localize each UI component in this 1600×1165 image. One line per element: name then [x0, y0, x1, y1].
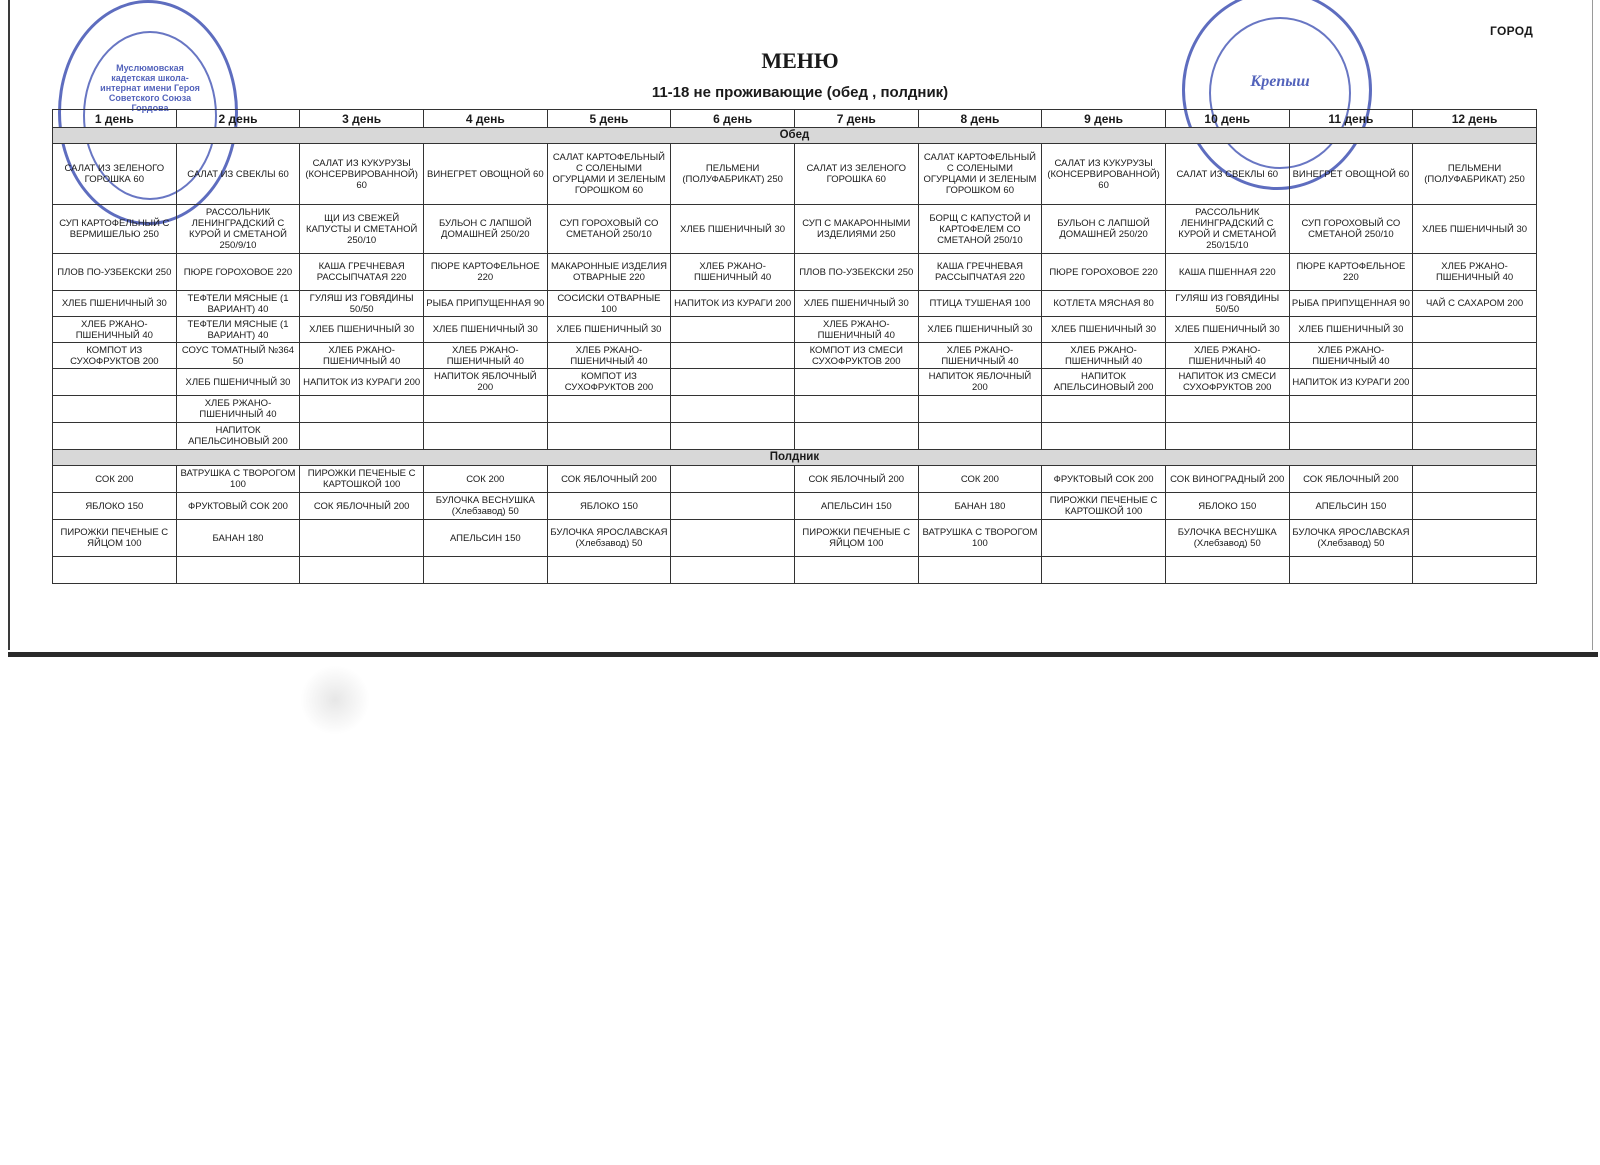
menu-cell: ЯБЛОКО 150: [547, 493, 671, 520]
menu-cell: СОК ЯБЛОЧНЫЙ 200: [547, 466, 671, 493]
table-row: [53, 423, 1537, 450]
menu-cell: [671, 396, 795, 423]
menu-cell: ПЛОВ ПО-УЗБЕКСКИ 250: [794, 254, 918, 291]
menu-cell: [300, 423, 424, 450]
menu-cell: КАША ПШЕННАЯ 220: [1165, 254, 1289, 291]
page-subtitle: 11-18 не проживающие (обед , полдник): [651, 84, 949, 101]
menu-cell: [1413, 557, 1537, 584]
menu-cell: [53, 369, 177, 396]
table-row: [53, 144, 1537, 205]
table-row: [53, 205, 1537, 254]
menu-cell: СОК 200: [423, 466, 547, 493]
menu-cell: БУЛОЧКА ВЕСНУШКА (Хлебзавод) 50: [1165, 520, 1289, 557]
menu-cell: НАПИТОК ЯБЛОЧНЫЙ 200: [918, 369, 1042, 396]
menu-cell: ХЛЕБ РЖАНО-ПШЕНИЧНЫЙ 40: [1042, 343, 1166, 369]
day-header-5: 5 день: [547, 110, 671, 128]
menu-cell: МАКАРОННЫЕ ИЗДЕЛИЯ ОТВАРНЫЕ 220: [547, 254, 671, 291]
menu-cell: САЛАТ ИЗ ЗЕЛЕНОГО ГОРОШКА 60: [794, 144, 918, 205]
menu-cell: [918, 396, 1042, 423]
menu-cell: РАССОЛЬНИК ЛЕНИНГРАДСКИЙ С КУРОЙ И СМЕТАНОЙ 250/15/10: [1165, 205, 1289, 254]
menu-cell: [423, 423, 547, 450]
menu-cell: [1165, 423, 1289, 450]
day-header-7: 7 день: [794, 110, 918, 128]
menu-cell: СОК ЯБЛОЧНЫЙ 200: [794, 466, 918, 493]
menu-cell: ХЛЕБ РЖАНО-ПШЕНИЧНЫЙ 40: [423, 343, 547, 369]
menu-cell: [671, 423, 795, 450]
menu-cell: [794, 423, 918, 450]
menu-cell: ХЛЕБ ПШЕНИЧНЫЙ 30: [918, 317, 1042, 343]
day-header-9: 9 день: [1042, 110, 1166, 128]
menu-cell: [671, 343, 795, 369]
menu-cell: [1165, 396, 1289, 423]
menu-cell: [671, 369, 795, 396]
menu-cell: ХЛЕБ ПШЕНИЧНЫЙ 30: [671, 205, 795, 254]
section-title: Обед: [53, 128, 1537, 144]
menu-cell: [547, 557, 671, 584]
menu-cell: ХЛЕБ ПШЕНИЧНЫЙ 30: [794, 291, 918, 317]
menu-cell: [671, 520, 795, 557]
menu-cell: САЛАТ КАРТОФЕЛЬНЫЙ С СОЛЕНЫМИ ОГУРЦАМИ И ЗЕЛЕНЫМ ГОРОШКОМ 60: [918, 144, 1042, 205]
menu-cell: САЛАТ ИЗ КУКУРУЗЫ (КОНСЕРВИРОВАННОЙ) 60: [1042, 144, 1166, 205]
menu-cell: СОСИСКИ ОТВАРНЫЕ 100: [547, 291, 671, 317]
menu-cell: [300, 520, 424, 557]
menu-cell: ПЕЛЬМЕНИ (ПОЛУФАБРИКАТ) 250: [671, 144, 795, 205]
menu-cell: [918, 557, 1042, 584]
menu-cell: НАПИТОК ИЗ КУРАГИ 200: [300, 369, 424, 396]
table-row: [53, 493, 1537, 520]
menu-cell: СОК 200: [53, 466, 177, 493]
menu-cell: НАПИТОК АПЕЛЬСИНОВЫЙ 200: [1042, 369, 1166, 396]
menu-cell: ХЛЕБ РЖАНО-ПШЕНИЧНЫЙ 40: [53, 317, 177, 343]
menu-cell: АПЕЛЬСИН 150: [423, 520, 547, 557]
menu-cell: [53, 396, 177, 423]
menu-cell: НАПИТОК ЯБЛОЧНЫЙ 200: [423, 369, 547, 396]
menu-cell: [1413, 466, 1537, 493]
menu-cell: ЩИ ИЗ СВЕЖЕЙ КАПУСТЫ И СМЕТАНОЙ 250/10: [300, 205, 424, 254]
menu-cell: [671, 493, 795, 520]
menu-cell: ПЮРЕ КАРТОФЕЛЬНОЕ 220: [423, 254, 547, 291]
menu-table: [52, 109, 1537, 584]
menu-cell: ХЛЕБ РЖАНО-ПШЕНИЧНЫЙ 40: [300, 343, 424, 369]
menu-cell: [794, 396, 918, 423]
table-row: [53, 369, 1537, 396]
menu-cell: ХЛЕБ РЖАНО-ПШЕНИЧНЫЙ 40: [1289, 343, 1413, 369]
menu-cell: ПЮРЕ ГОРОХОВОЕ 220: [176, 254, 300, 291]
menu-cell: СОК ВИНОГРАДНЫЙ 200: [1165, 466, 1289, 493]
menu-cell: [1042, 396, 1166, 423]
menu-cell: ВИНЕГРЕТ ОВОЩНОЙ 60: [423, 144, 547, 205]
menu-cell: ПЮРЕ ГОРОХОВОЕ 220: [1042, 254, 1166, 291]
menu-cell: [53, 423, 177, 450]
table-row: [53, 343, 1537, 369]
menu-cell: СУП КАРТОФЕЛЬНЫЙ С ВЕРМИШЕЛЬЮ 250: [53, 205, 177, 254]
day-header-3: 3 день: [300, 110, 424, 128]
table-row: [53, 254, 1537, 291]
menu-cell: ПЮРЕ КАРТОФЕЛЬНОЕ 220: [1289, 254, 1413, 291]
menu-cell: [1413, 369, 1537, 396]
menu-cell: [671, 317, 795, 343]
menu-cell: [423, 396, 547, 423]
menu-cell: АПЕЛЬСИН 150: [794, 493, 918, 520]
menu-cell: САЛАТ ИЗ СВЕКЛЫ 60: [1165, 144, 1289, 205]
menu-cell: [1413, 520, 1537, 557]
menu-cell: ПИРОЖКИ ПЕЧЕНЫЕ С КАРТОШКОЙ 100: [300, 466, 424, 493]
menu-cell: СОК ЯБЛОЧНЫЙ 200: [300, 493, 424, 520]
menu-cell: ХЛЕБ ПШЕНИЧНЫЙ 30: [176, 369, 300, 396]
menu-cell: САЛАТ ИЗ КУКУРУЗЫ (КОНСЕРВИРОВАННОЙ) 60: [300, 144, 424, 205]
menu-cell: БОРЩ С КАПУСТОЙ И КАРТОФЕЛЕМ СО СМЕТАНОЙ 250/10: [918, 205, 1042, 254]
menu-cell: ЯБЛОКО 150: [1165, 493, 1289, 520]
menu-cell: [671, 466, 795, 493]
day-header-1: 1 день: [53, 110, 177, 128]
menu-cell: САЛАТ КАРТОФЕЛЬНЫЙ С СОЛЕНЫМИ ОГУРЦАМИ И ЗЕЛЕНЫМ ГОРОШКОМ 60: [547, 144, 671, 205]
menu-cell: [1413, 343, 1537, 369]
menu-cell: ТЕФТЕЛИ МЯСНЫЕ (1 ВАРИАНТ) 40: [176, 317, 300, 343]
menu-cell: НАПИТОК ИЗ КУРАГИ 200: [1289, 369, 1413, 396]
menu-cell: КАША ГРЕЧНЕВАЯ РАССЫПЧАТАЯ 220: [918, 254, 1042, 291]
section-row: [53, 450, 1537, 466]
menu-cell: САЛАТ ИЗ ЗЕЛЕНОГО ГОРОШКА 60: [53, 144, 177, 205]
menu-cell: ХЛЕБ РЖАНО-ПШЕНИЧНЫЙ 40: [1165, 343, 1289, 369]
menu-cell: ХЛЕБ РЖАНО-ПШЕНИЧНЫЙ 40: [671, 254, 795, 291]
menu-cell: СУП С МАКАРОННЫМИ ИЗДЕЛИЯМИ 250: [794, 205, 918, 254]
menu-cell: БУЛОЧКА ЯРОСЛАВСКАЯ (Хлебзавод) 50: [1289, 520, 1413, 557]
menu-cell: БУЛОЧКА ЯРОСЛАВСКАЯ (Хлебзавод) 50: [547, 520, 671, 557]
menu-cell: СОК ЯБЛОЧНЫЙ 200: [1289, 466, 1413, 493]
menu-cell: ЧАЙ С САХАРОМ 200: [1413, 291, 1537, 317]
menu-cell: ХЛЕБ ПШЕНИЧНЫЙ 30: [53, 291, 177, 317]
menu-cell: ХЛЕБ РЖАНО-ПШЕНИЧНЫЙ 40: [794, 317, 918, 343]
day-header-row: [53, 110, 1537, 128]
menu-cell: [547, 423, 671, 450]
menu-cell: БАНАН 180: [918, 493, 1042, 520]
menu-cell: ХЛЕБ ПШЕНИЧНЫЙ 30: [1413, 205, 1537, 254]
city-label: ГОРОД: [1490, 24, 1534, 38]
menu-cell: ХЛЕБ ПШЕНИЧНЫЙ 30: [1165, 317, 1289, 343]
menu-cell: ХЛЕБ РЖАНО-ПШЕНИЧНЫЙ 40: [547, 343, 671, 369]
menu-cell: [1289, 423, 1413, 450]
menu-cell: ТЕФТЕЛИ МЯСНЫЕ (1 ВАРИАНТ) 40: [176, 291, 300, 317]
sheet-bottom-edge: [8, 652, 1598, 657]
menu-cell: ПТИЦА ТУШЕНАЯ 100: [918, 291, 1042, 317]
menu-cell: [176, 557, 300, 584]
day-header-10: 10 день: [1165, 110, 1289, 128]
menu-cell: СОУС ТОМАТНЫЙ №364 50: [176, 343, 300, 369]
menu-cell: КОМПОТ ИЗ СМЕСИ СУХОФРУКТОВ 200: [794, 343, 918, 369]
table-row: [53, 520, 1537, 557]
menu-cell: ХЛЕБ РЖАНО-ПШЕНИЧНЫЙ 40: [918, 343, 1042, 369]
menu-cell: [1042, 423, 1166, 450]
menu-cell: [1042, 520, 1166, 557]
menu-cell: БУЛОЧКА ВЕСНУШКА (Хлебзавод) 50: [423, 493, 547, 520]
day-header-2: 2 день: [176, 110, 300, 128]
menu-cell: НАПИТОК АПЕЛЬСИНОВЫЙ 200: [176, 423, 300, 450]
menu-cell: КАША ГРЕЧНЕВАЯ РАССЫПЧАТАЯ 220: [300, 254, 424, 291]
menu-cell: ПИРОЖКИ ПЕЧЕНЫЕ С ЯЙЦОМ 100: [794, 520, 918, 557]
menu-cell: ФРУКТОВЫЙ СОК 200: [176, 493, 300, 520]
menu-cell: КОМПОТ ИЗ СУХОФРУКТОВ 200: [53, 343, 177, 369]
menu-cell: ПИРОЖКИ ПЕЧЕНЫЕ С ЯЙЦОМ 100: [53, 520, 177, 557]
menu-cell: [300, 396, 424, 423]
menu-cell: СУП ГОРОХОВЫЙ СО СМЕТАНОЙ 250/10: [547, 205, 671, 254]
menu-cell: ПЛОВ ПО-УЗБЕКСКИ 250: [53, 254, 177, 291]
menu-cell: ПЕЛЬМЕНИ (ПОЛУФАБРИКАТ) 250: [1413, 144, 1537, 205]
menu-cell: [794, 557, 918, 584]
menu-cell: ГУЛЯШ ИЗ ГОВЯДИНЫ 50/50: [300, 291, 424, 317]
table-row: [53, 396, 1537, 423]
day-header-11: 11 день: [1289, 110, 1413, 128]
menu-cell: ХЛЕБ ПШЕНИЧНЫЙ 30: [1289, 317, 1413, 343]
menu-cell: ФРУКТОВЫЙ СОК 200: [1042, 466, 1166, 493]
menu-cell: РАССОЛЬНИК ЛЕНИНГРАДСКИЙ С КУРОЙ И СМЕТАНОЙ 250/9/10: [176, 205, 300, 254]
scan-smudge: [300, 665, 370, 735]
menu-cell: ВАТРУШКА С ТВОРОГОМ 100: [918, 520, 1042, 557]
menu-cell: КОТЛЕТА МЯСНАЯ 80: [1042, 291, 1166, 317]
menu-cell: [1413, 317, 1537, 343]
menu-cell: РЫБА ПРИПУЩЕННАЯ 90: [423, 291, 547, 317]
day-header-4: 4 день: [423, 110, 547, 128]
menu-cell: ХЛЕБ ПШЕНИЧНЫЙ 30: [423, 317, 547, 343]
menu-cell: [1413, 423, 1537, 450]
menu-cell: НАПИТОК ИЗ СМЕСИ СУХОФРУКТОВ 200: [1165, 369, 1289, 396]
menu-body: [53, 128, 1537, 584]
table-row: [53, 466, 1537, 493]
menu-cell: БУЛЬОН С ЛАПШОЙ ДОМАШНЕЙ 250/20: [423, 205, 547, 254]
menu-cell: БУЛЬОН С ЛАПШОЙ ДОМАШНЕЙ 250/20: [1042, 205, 1166, 254]
menu-cell: ХЛЕБ ПШЕНИЧНЫЙ 30: [547, 317, 671, 343]
page-title: МЕНЮ: [761, 48, 839, 73]
menu-cell: [1413, 493, 1537, 520]
menu-cell: БАНАН 180: [176, 520, 300, 557]
menu-cell: [423, 557, 547, 584]
menu-cell: [1289, 557, 1413, 584]
menu-cell: САЛАТ ИЗ СВЕКЛЫ 60: [176, 144, 300, 205]
day-header-8: 8 день: [918, 110, 1042, 128]
menu-cell: [547, 396, 671, 423]
menu-cell: [1413, 396, 1537, 423]
section-row: [53, 128, 1537, 144]
menu-cell: [53, 557, 177, 584]
day-header-12: 12 день: [1413, 110, 1537, 128]
section-title: Полдник: [53, 450, 1537, 466]
menu-cell: [671, 557, 795, 584]
menu-cell: [918, 423, 1042, 450]
table-row: [53, 557, 1537, 584]
menu-cell: ПИРОЖКИ ПЕЧЕНЫЕ С КАРТОШКОЙ 100: [1042, 493, 1166, 520]
menu-cell: СОК 200: [918, 466, 1042, 493]
menu-cell: [300, 557, 424, 584]
school-seal-text: Муслюмовская кадетская школа-интернат имени Героя Советского Союза Гордова: [100, 63, 200, 113]
menu-cell: [1289, 396, 1413, 423]
company-seal-signature: Крепыш: [1250, 73, 1310, 90]
menu-cell: [1042, 557, 1166, 584]
menu-cell: НАПИТОК ИЗ КУРАГИ 200: [671, 291, 795, 317]
menu-cell: ВАТРУШКА С ТВОРОГОМ 100: [176, 466, 300, 493]
menu-cell: ГУЛЯШ ИЗ ГОВЯДИНЫ 50/50: [1165, 291, 1289, 317]
menu-cell: СУП ГОРОХОВЫЙ СО СМЕТАНОЙ 250/10: [1289, 205, 1413, 254]
day-header-6: 6 день: [671, 110, 795, 128]
menu-cell: РЫБА ПРИПУЩЕННАЯ 90: [1289, 291, 1413, 317]
menu-cell: ХЛЕБ ПШЕНИЧНЫЙ 30: [1042, 317, 1166, 343]
table-row: [53, 291, 1537, 317]
menu-cell: [1165, 557, 1289, 584]
menu-cell: АПЕЛЬСИН 150: [1289, 493, 1413, 520]
menu-cell: ХЛЕБ РЖАНО-ПШЕНИЧНЫЙ 40: [176, 396, 300, 423]
menu-cell: ХЛЕБ РЖАНО-ПШЕНИЧНЫЙ 40: [1413, 254, 1537, 291]
menu-cell: [794, 369, 918, 396]
table-row: [53, 317, 1537, 343]
menu-cell: ЯБЛОКО 150: [53, 493, 177, 520]
menu-cell: ВИНЕГРЕТ ОВОЩНОЙ 60: [1289, 144, 1413, 205]
menu-cell: КОМПОТ ИЗ СУХОФРУКТОВ 200: [547, 369, 671, 396]
menu-cell: ХЛЕБ ПШЕНИЧНЫЙ 30: [300, 317, 424, 343]
